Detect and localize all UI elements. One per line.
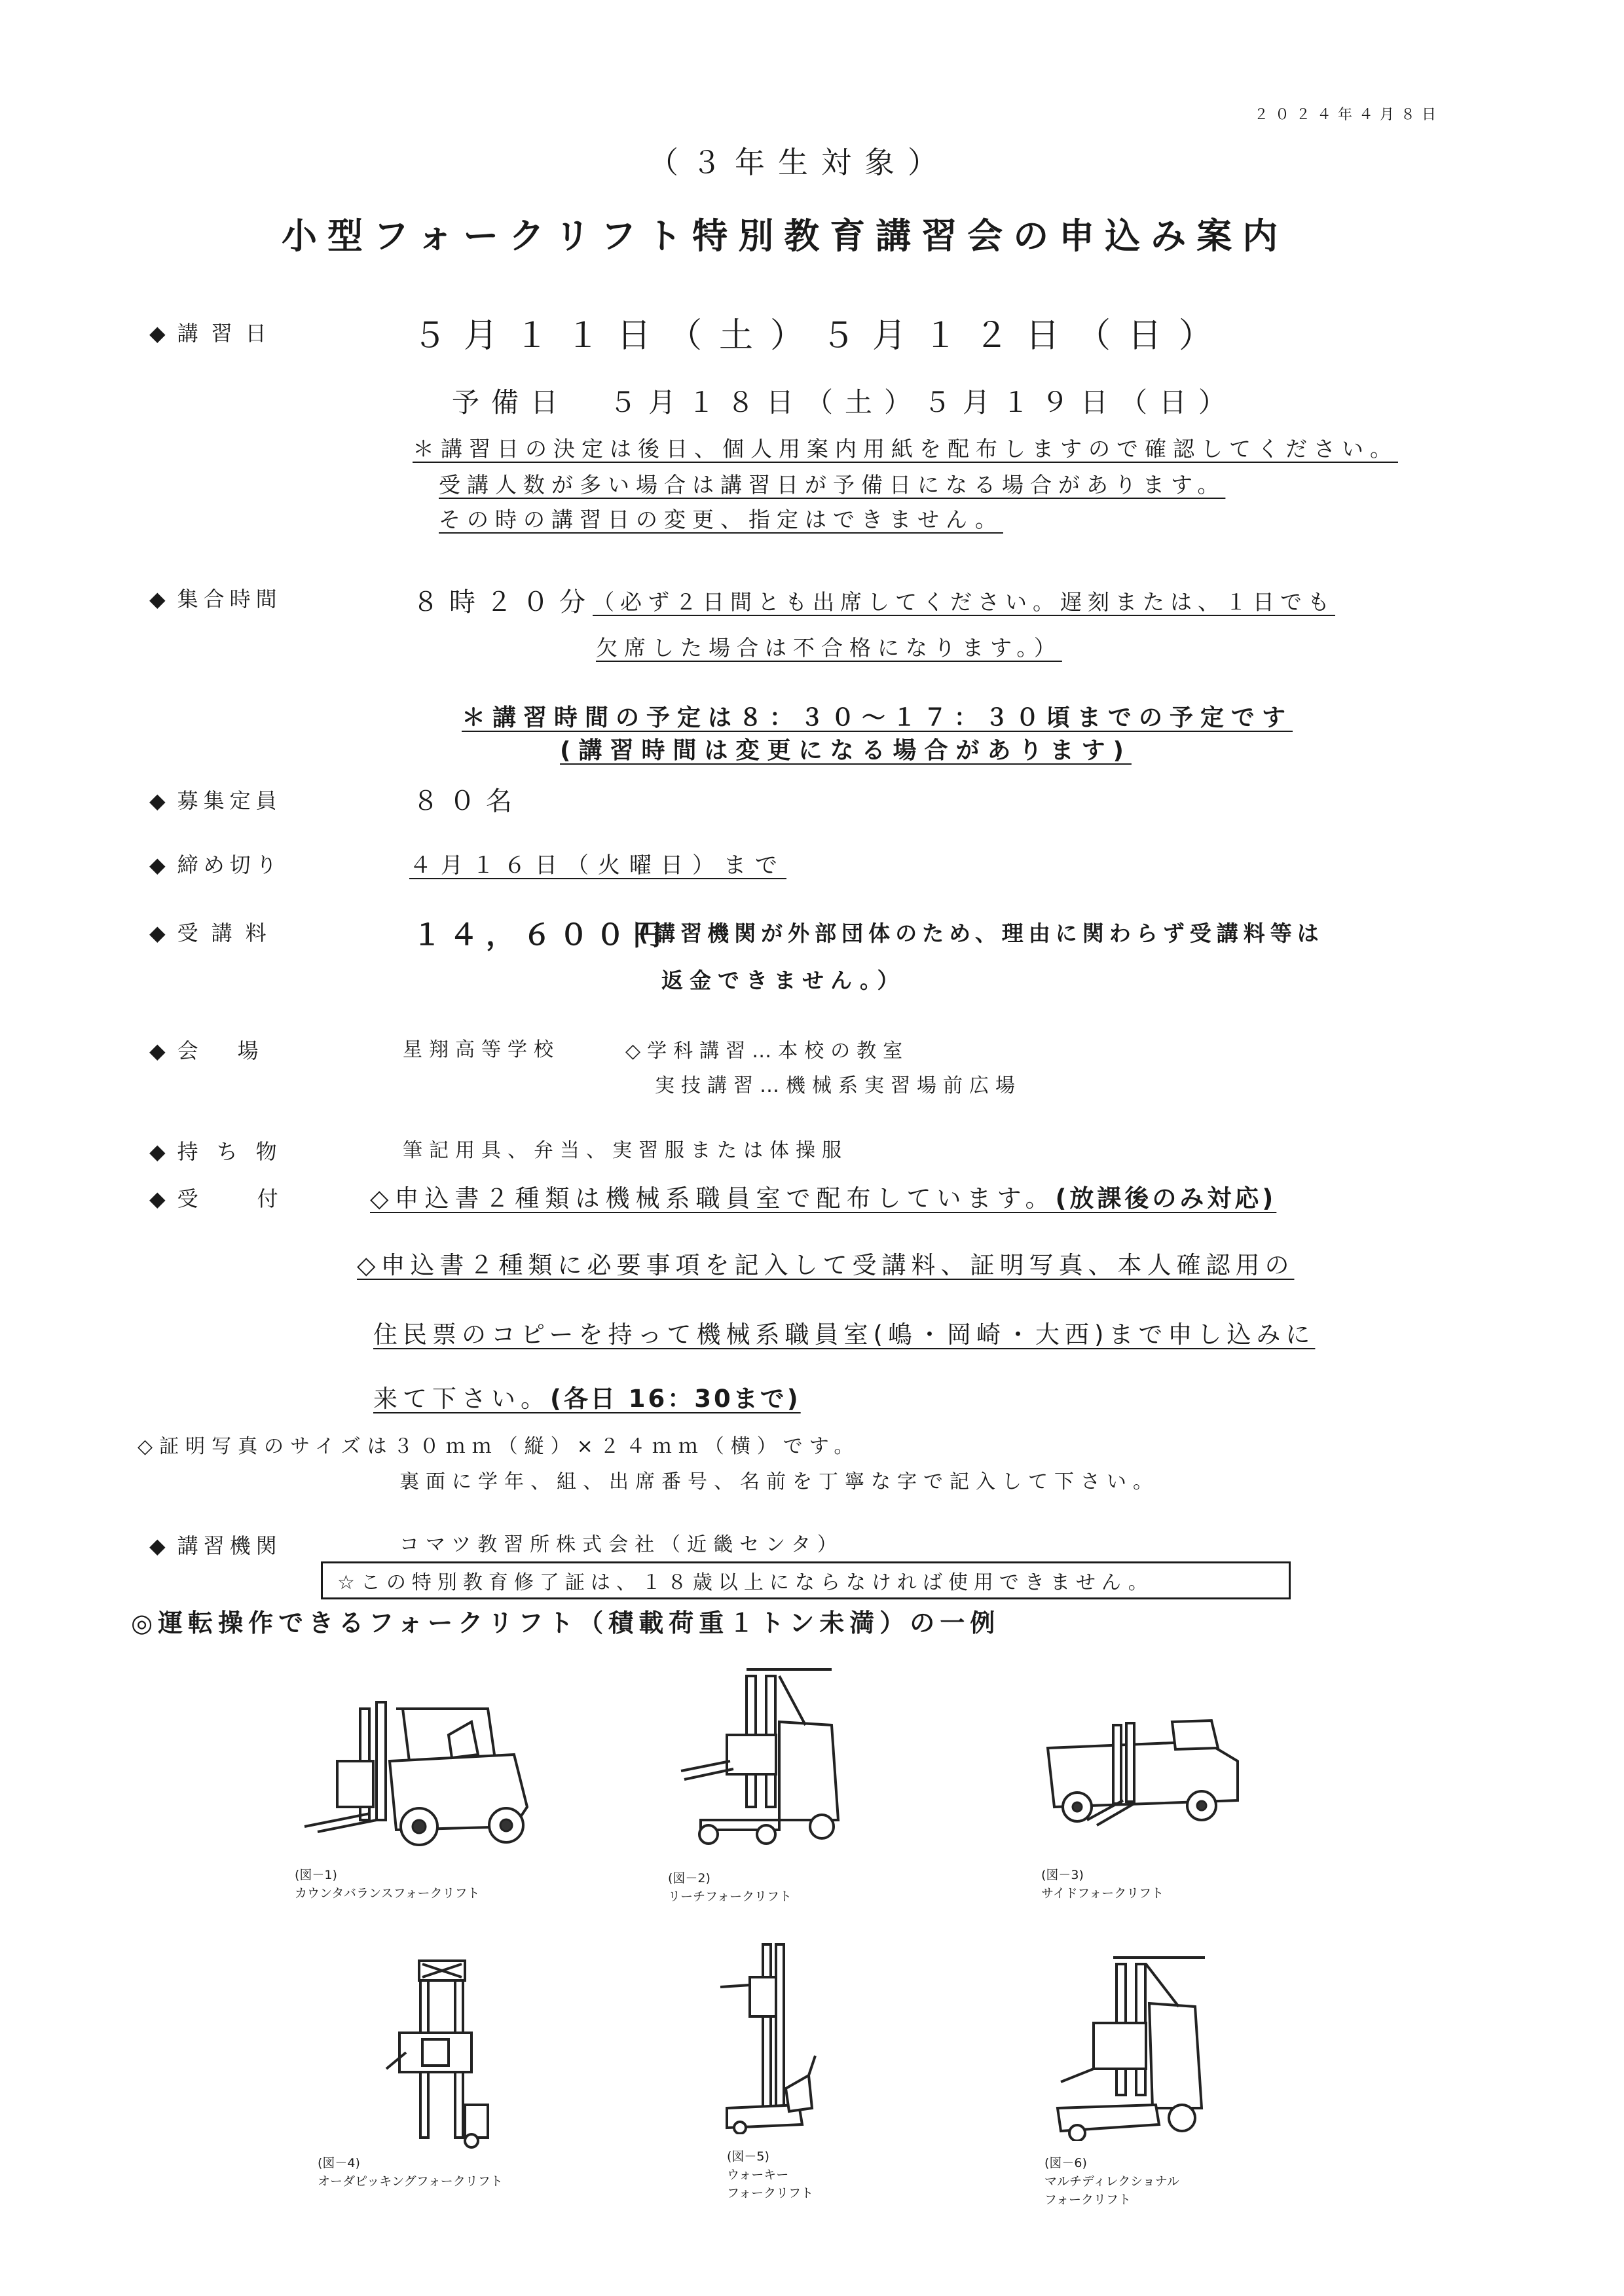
bullet-icon: ◆ [149, 788, 166, 813]
figure-6-caption: (図－6) マルチディレクショナル フォークリフト [1044, 2156, 1179, 2207]
bullet-icon: ◆ [149, 587, 166, 611]
bullet-icon: ◆ [149, 321, 166, 346]
venue-school: 星翔高等学校 [403, 1038, 560, 1061]
label-institution: ◆ 講習機関 [149, 1533, 282, 1558]
reception-line-2: ◇申込書２種類に必要事項を記入して受講料、証明写真、本人確認用の [357, 1251, 1295, 1279]
order-picking-forklift-figure [373, 1954, 504, 2151]
course-date-note-3: その時の講習日の変更、指定はできません。 [439, 507, 1003, 532]
figure-1-caption: (図－1) カウンタバランスフォークリフト [295, 1868, 480, 1901]
examples-title: ◎運転操作できるフォークリフト（積載荷重１トン未満）の一例 [131, 1609, 1001, 1637]
reach-forklift-figure [674, 1663, 851, 1853]
schedule-note-1: ＊講習時間の予定は８：３０～１７：３０頃までの予定です [462, 704, 1293, 731]
deadline-value: ４月１６日（火曜日）まで [409, 852, 786, 879]
document-date: ２０２４年４月８日 [1254, 107, 1443, 123]
fee-amount: １４，６００円 [413, 919, 669, 952]
label-venue: ◆ 会場 [149, 1038, 298, 1063]
venue-line-2: 実技講習…機械系実習場前広場 [655, 1074, 1022, 1097]
age-notice-text: ☆この特別教育修了証は、１８歳以上にならなければ使用できません。 [337, 1571, 1154, 1594]
institution-value: コマツ教習所株式会社（近畿センタ） [399, 1533, 843, 1556]
fee-note-1: (講習機関が外部団体のため、理由に関わらず受講料等は [638, 920, 1324, 946]
course-date-backup: 予備日 ５月１８日（土）５月１９日（日） [452, 386, 1238, 418]
page-title: 小型フォークリフト特別教育講習会の申込み案内 [282, 215, 1289, 257]
schedule-note-2: (講習時間は変更になる場合があります) [560, 737, 1132, 764]
bullet-icon: ◆ [149, 852, 166, 877]
bullet-icon: ◆ [149, 920, 166, 945]
course-date-main: ５月１１日（土）５月１２日（日） [413, 316, 1230, 355]
reception-line-4: 来て下さい。(各日 16：30まで) [373, 1385, 801, 1413]
figure-4-caption: (図－4) オーダピッキングフォークリフト [318, 2156, 503, 2189]
side-forklift-figure [1041, 1709, 1244, 1840]
reception-line-1: ◇申込書２種類は機械系職員室で配布しています。(放課後のみ対応) [370, 1184, 1277, 1212]
label-capacity: ◆ 募集定員 [149, 788, 282, 813]
gathering-note-1: （必ず２日間とも出席してください。遅刻または、１日でも [593, 589, 1335, 615]
figure-2-caption: (図－2) リーチフォークリフト [668, 1871, 792, 1904]
label-deadline: ◆ 締め切り [149, 852, 282, 877]
fee-note-2: 返金できません。） [661, 968, 906, 993]
photo-line-2: 裏面に学年、組、出席番号、名前を丁寧な字で記入して下さい。 [399, 1470, 1159, 1493]
label-course-date: ◆ 講習日 [149, 321, 280, 346]
capacity-value: ８０名 [413, 786, 523, 816]
walkie-forklift-figure [714, 1938, 825, 2134]
target-audience: （３年生対象） [648, 145, 951, 180]
venue-line-1: ◇学科講習…本校の教室 [625, 1040, 910, 1063]
multi-directional-forklift-figure [1048, 1951, 1218, 2141]
gathering-time: ８時２０分 [413, 587, 596, 617]
bullet-icon: ◆ [149, 1186, 166, 1211]
figure-5-caption: (図－5) ウォーキー フォークリフト [727, 2149, 814, 2200]
bullet-icon: ◆ [149, 1038, 166, 1063]
label-gathering: ◆ 集合時間 [149, 587, 282, 611]
course-date-note-1: ＊講習日の決定は後日、個人用案内用紙を配布しますので確認してください。 [413, 436, 1398, 462]
bullet-icon: ◆ [149, 1533, 166, 1558]
gathering-note-2: 欠席した場合は不合格になります。） [596, 635, 1062, 661]
label-belongings: ◆ 持ち物 [149, 1139, 295, 1164]
figure-3-caption: (図－3) サイドフォークリフト [1041, 1868, 1164, 1901]
reception-line-3: 住民票のコピーを持って機械系職員室(嶋・岡崎・大西)まで申し込みに [373, 1321, 1316, 1349]
belongings-value: 筆記用具、弁当、実習服または体操服 [403, 1139, 848, 1162]
bullet-icon: ◆ [149, 1139, 166, 1164]
label-fee: ◆ 受講料 [149, 920, 280, 945]
photo-line-1: ◇証明写真のサイズは３０ｍｍ（縦）×２４ｍｍ（横）です。 [138, 1435, 860, 1458]
label-reception: ◆ 受付 [149, 1186, 337, 1211]
course-date-note-2: 受講人数が多い場合は講習日が予備日になる場合があります。 [439, 472, 1226, 498]
counterbalance-forklift-figure [298, 1683, 547, 1859]
